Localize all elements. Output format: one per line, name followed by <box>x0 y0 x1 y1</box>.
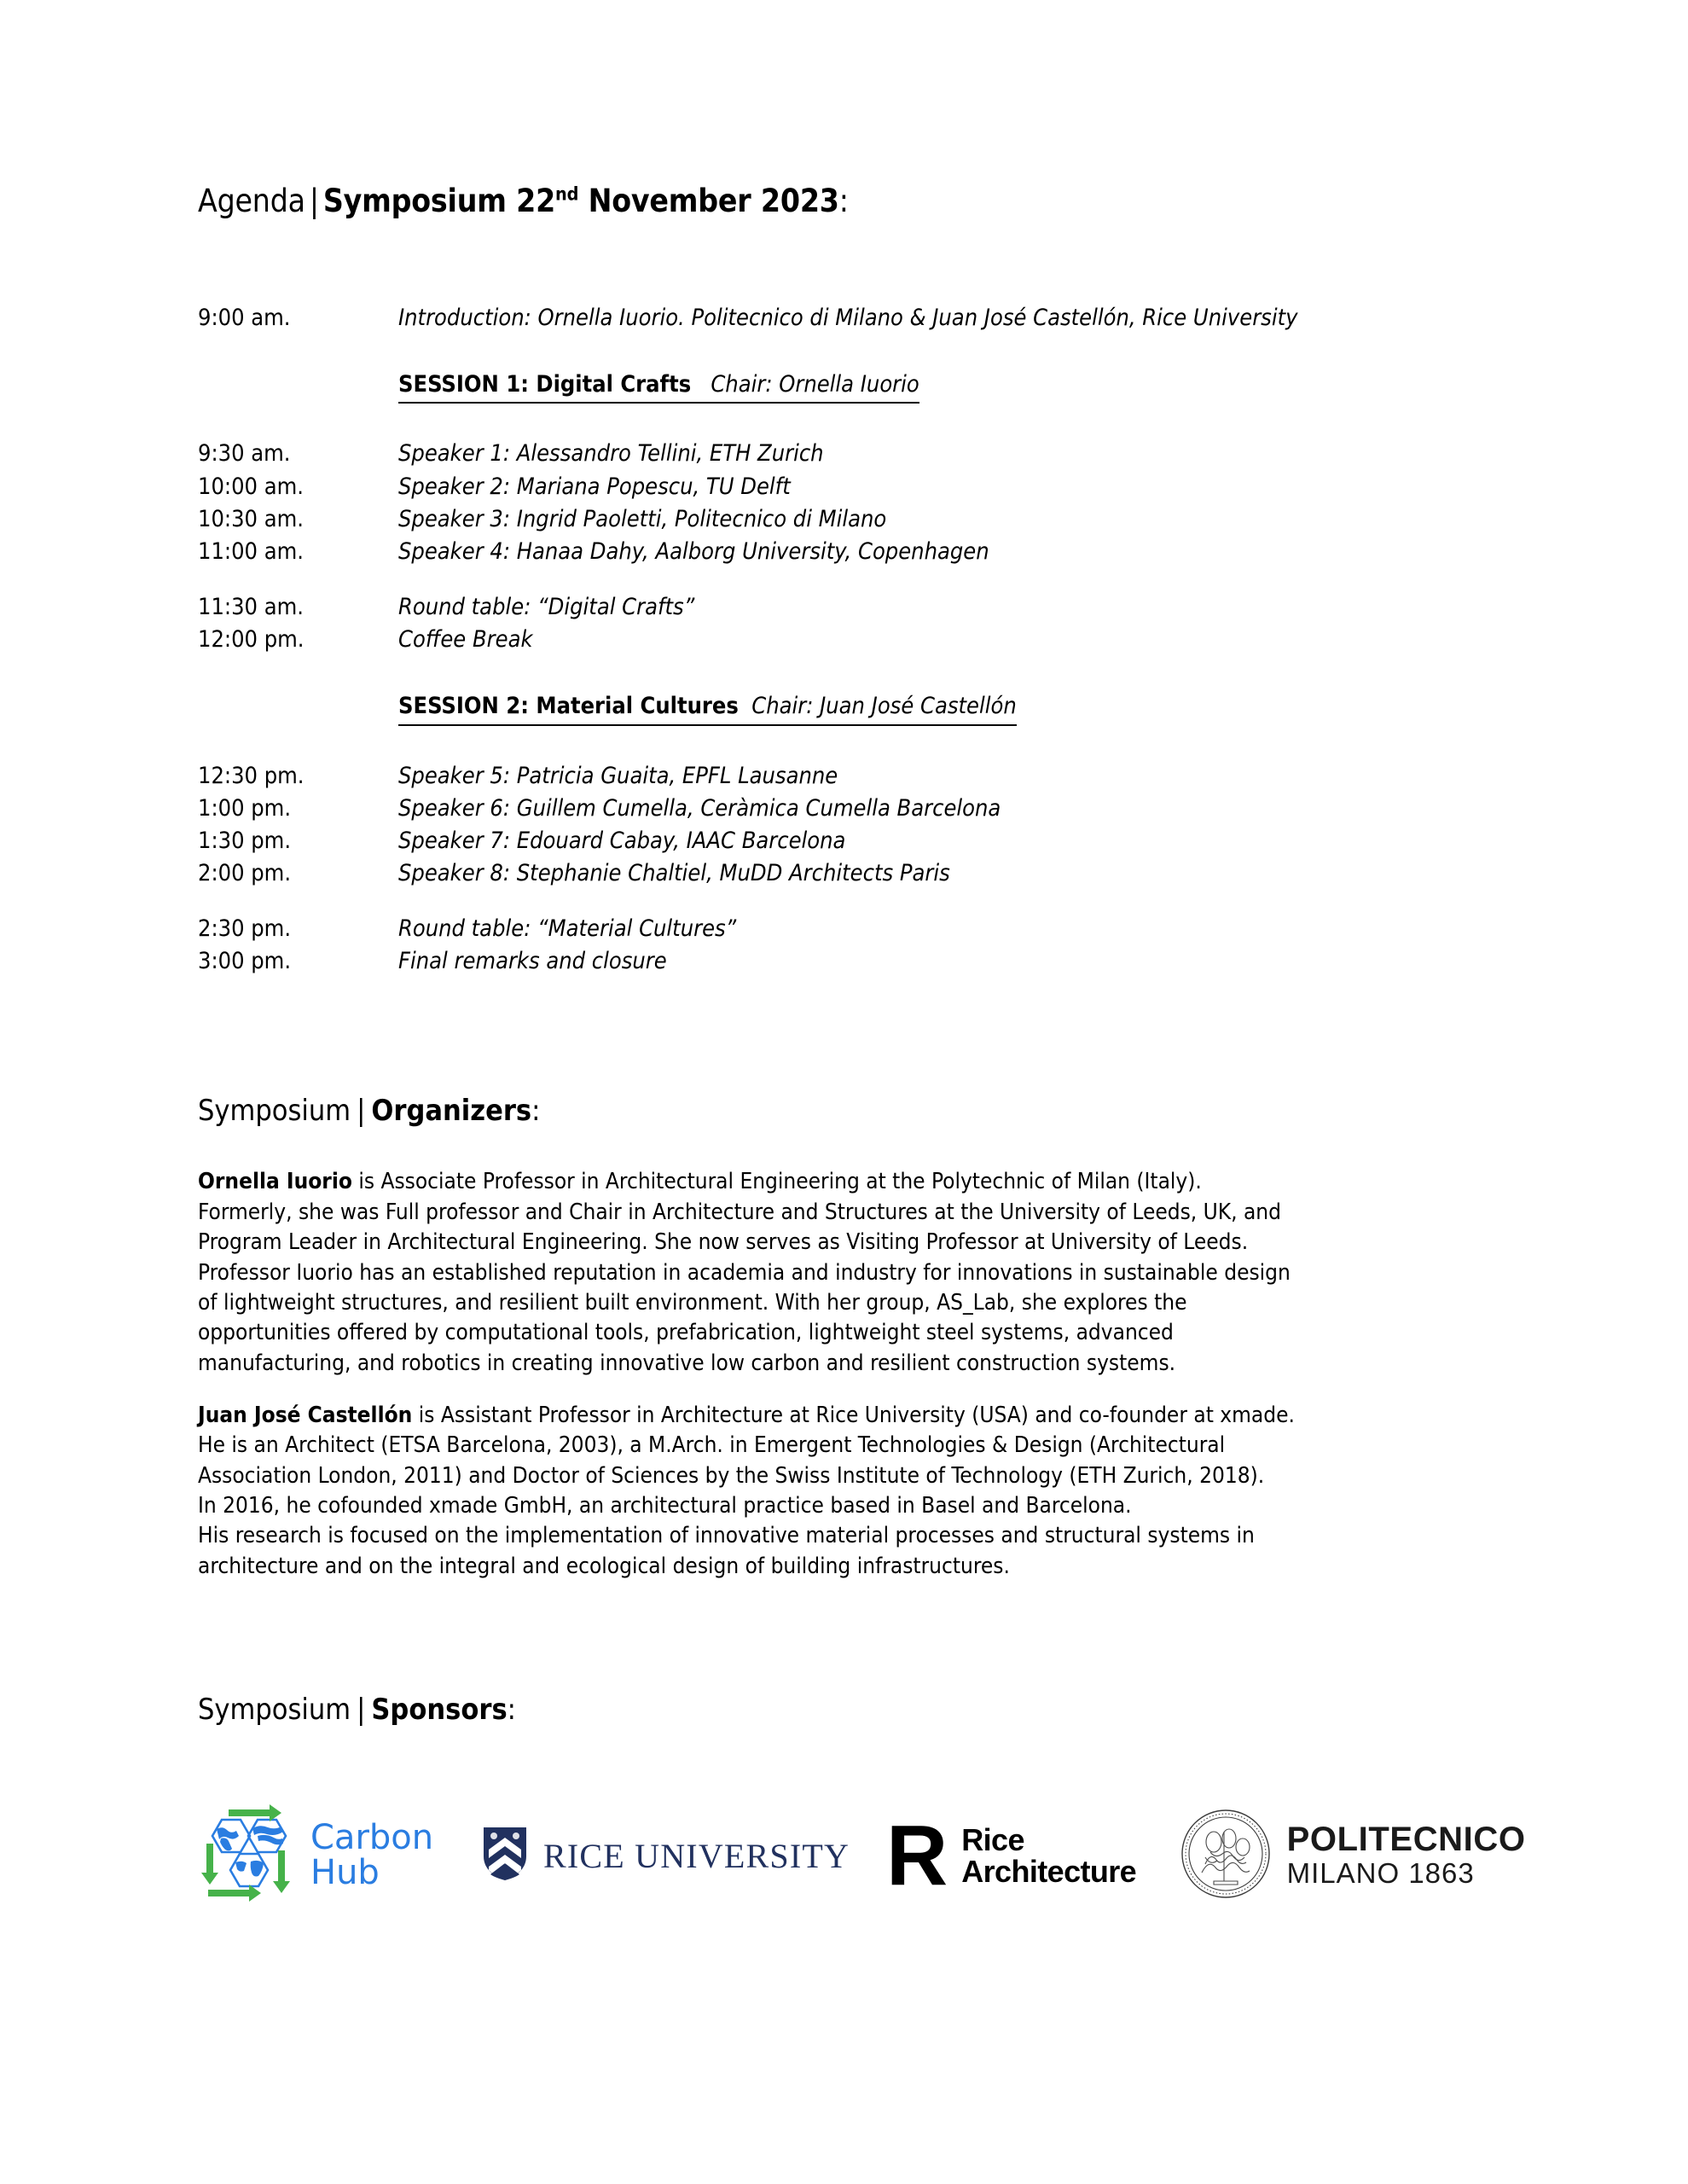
agenda-time: 2:30 pm. <box>198 915 292 942</box>
agenda-row <box>198 945 1528 978</box>
agenda-description: Round table: “Material Cultures” <box>398 915 737 942</box>
carbon-hub-lockup <box>198 1803 433 1909</box>
session-chair: Chair: Ornella Iuorio <box>711 370 919 398</box>
carbon-hub-wordmark <box>310 1818 434 1893</box>
agenda-row-intro <box>198 302 1528 334</box>
session-spacer <box>739 693 751 719</box>
bio-line: In 2016, he cofounded xmade GmbH, an architectural practice based in Basel and Barcelona. <box>198 1493 1132 1519</box>
agenda-description: Speaker 1: Alessandro Tellini, ETH Zurich <box>398 440 824 468</box>
session-spacer <box>691 371 711 398</box>
session-heading-2 <box>198 690 1528 725</box>
agenda-time: 9:30 am. <box>198 440 291 468</box>
agenda-description: Speaker 6: Guillem Cumella, Ceràmica Cumella Barcelona <box>398 794 1001 822</box>
bio-line-text: is Associate Professor in Architectural Engineering at the Polytechnic of Milan (Italy). <box>351 1169 1202 1195</box>
organizers-heading-main: Organizers <box>371 1094 532 1129</box>
spacer <box>198 891 1528 913</box>
agenda-row <box>198 760 1528 793</box>
session-heading-line <box>398 690 1017 725</box>
organizers-heading-prefix: Symposium <box>198 1094 351 1129</box>
rice-architecture-wordmark <box>961 1822 1137 1890</box>
agenda-row <box>198 471 1528 503</box>
spacer <box>198 656 1528 690</box>
sponsors-heading-separator: | <box>357 1693 366 1728</box>
carbon-hub-globes-icon <box>198 1803 299 1909</box>
spacer <box>198 404 1528 438</box>
politecnico-line1: POLITECNICO <box>1286 1821 1526 1859</box>
agenda-row <box>198 857 1528 890</box>
spacer <box>198 726 1528 760</box>
agenda-list <box>198 302 1528 979</box>
agenda-row <box>198 913 1528 945</box>
page-title-separator: | <box>309 183 319 219</box>
bio-line: of lightweight structures, and resilient built environment. With her group, AS_Lab, she explores the <box>198 1289 1187 1316</box>
agenda-description: Coffee Break <box>398 625 533 653</box>
agenda-time: 1:30 pm. <box>198 828 292 855</box>
agenda-description: Speaker 5: Patricia Guaita, EPFL Lausanne <box>398 762 838 789</box>
spacer <box>198 1128 1528 1167</box>
agenda-time: 3:00 pm. <box>198 948 292 975</box>
session-heading-1 <box>198 369 1528 404</box>
politecnico-lockup <box>1180 1808 1526 1904</box>
agenda-row <box>198 536 1528 568</box>
sponsor-logo-rice-architecture <box>886 1792 1164 1920</box>
spacer <box>198 569 1528 591</box>
carbon-hub-line2: Hub <box>310 1853 380 1893</box>
bio-paragraph-iuorio <box>198 1167 1528 1379</box>
sponsors-heading-colon: : <box>507 1693 516 1728</box>
agenda-row <box>198 793 1528 825</box>
bio-line: His research is focused on the implementation of innovative material processes and structural systems in <box>198 1523 1255 1549</box>
bio-line <box>198 1401 1528 1431</box>
agenda-row <box>198 503 1528 536</box>
sponsors-heading-main: Sponsors <box>371 1693 508 1728</box>
rice-architecture-r-icon: R <box>886 1808 948 1904</box>
bio-line: architecture and on the integral and ecological design of building infrastructures. <box>198 1553 1010 1579</box>
agenda-description: Speaker 2: Mariana Popescu, TU Delft <box>398 473 791 500</box>
bio-line: Formerly, she was Full professor and Chair in Architecture and Structures at the University of Leeds, UK, and <box>198 1199 1281 1225</box>
agenda-description: Speaker 3: Ingrid Paoletti, Politecnico di Milano <box>398 505 887 532</box>
agenda-time: 12:30 pm. <box>198 762 305 789</box>
bio-line: Association London, 2011) and Doctor of Sciences by the Swiss Institute of Technology (ETH Zurich, 2018). <box>198 1462 1265 1489</box>
bio-line-text: is Assistant Professor in Architecture at Rice University (USA) and co-founder at xmade. <box>412 1402 1295 1428</box>
rice-architecture-line1: Rice <box>961 1822 1024 1858</box>
document-content <box>198 183 1528 1928</box>
rice-architecture-lockup <box>886 1808 1137 1904</box>
session-chair: Chair: Juan José Castellón <box>751 693 1017 720</box>
organizers-heading <box>198 1094 1528 1128</box>
bio-line: Program Leader in Architectural Engineering. She now serves as Visiting Professor at University of Leeds. <box>198 1229 1249 1256</box>
session-title: SESSION 2: Material Cultures <box>398 693 739 720</box>
politecnico-seal-icon <box>1180 1808 1272 1904</box>
agenda-time: 10:00 am. <box>198 473 304 500</box>
rice-university-wordmark: RICE UNIVERSITY <box>543 1836 850 1875</box>
agenda-time: 12:00 pm. <box>198 625 305 653</box>
agenda-time: 11:00 am. <box>198 538 304 566</box>
bio-line <box>198 1167 1528 1197</box>
bio-line: Professor Iuorio has an established reputation in academia and industry for innovations in sustainable design <box>198 1259 1291 1286</box>
rice-university-lockup <box>482 1826 850 1886</box>
page-title <box>198 183 1528 220</box>
spacer <box>198 1379 1528 1401</box>
spacer <box>198 334 1528 369</box>
bio-paragraph-castellon <box>198 1401 1528 1582</box>
agenda-row <box>198 438 1528 470</box>
session-heading-line <box>398 369 919 404</box>
sponsor-logo-politecnico-milano <box>1180 1792 1528 1920</box>
bio-name: Ornella Iuorio <box>198 1169 352 1195</box>
agenda-description: Speaker 8: Stephanie Chaltiel, MuDD Architects Paris <box>398 860 950 887</box>
carbon-hub-line1: Carbon <box>310 1818 434 1858</box>
rice-architecture-line2: Architecture <box>961 1854 1137 1890</box>
agenda-time: 2:00 pm. <box>198 860 292 887</box>
agenda-time: 9:00 am. <box>198 304 291 331</box>
agenda-description: Speaker 4: Hanaa Dahy, Aalborg University, Copenhagen <box>398 538 989 566</box>
bio-name: Juan José Castellón <box>198 1402 413 1428</box>
spacer <box>198 978 1528 1094</box>
bio-line: manufacturing, and robotics in creating innovative low carbon and resilient construction systems. <box>198 1350 1176 1376</box>
sponsor-logo-carbon-hub <box>198 1792 460 1920</box>
rice-shield-icon <box>482 1826 528 1886</box>
page-title-main: Symposium 22 <box>322 183 556 219</box>
session-title: SESSION 1: Digital Crafts <box>398 370 692 398</box>
bio-line: He is an Architect (ETSA Barcelona, 2003), a M.Arch. in Emergent Technologies & Design (Architectural <box>198 1432 1226 1459</box>
politecnico-wordmark <box>1287 1821 1526 1890</box>
sponsor-logo-rice-university <box>482 1792 849 1920</box>
organizers-heading-separator: | <box>357 1094 366 1129</box>
spacer <box>198 1582 1528 1693</box>
politecnico-line2: MILANO 1863 <box>1286 1857 1475 1890</box>
agenda-time: 1:00 pm. <box>198 794 292 822</box>
agenda-time: 11:30 am. <box>198 593 304 620</box>
page-title-prefix: Agenda <box>198 183 305 219</box>
page-title-rest: November 2023 <box>578 183 839 219</box>
sponsors-heading <box>198 1693 1528 1727</box>
agenda-row <box>198 591 1528 624</box>
agenda-description: Final remarks and closure <box>398 948 667 975</box>
agenda-row <box>198 825 1528 857</box>
agenda-description: Speaker 7: Edouard Cabay, IAAC Barcelona <box>398 828 846 855</box>
agenda-row <box>198 624 1528 656</box>
organizers-heading-colon: : <box>531 1094 541 1129</box>
agenda-time: 10:30 am. <box>198 505 304 532</box>
page-title-colon: : <box>838 183 849 219</box>
sponsor-logo-row <box>198 1783 1528 1928</box>
agenda-description: Introduction: Ornella Iuorio. Politecnico di Milano & Juan José Castellón, Rice University <box>398 304 1298 331</box>
page-title-ordinal: nd <box>555 183 579 206</box>
bio-line: opportunities offered by computational tools, prefabrication, lightweight steel systems, advanced <box>198 1320 1174 1346</box>
sponsors-heading-prefix: Symposium <box>198 1693 351 1728</box>
agenda-description: Round table: “Digital Crafts” <box>398 593 695 620</box>
